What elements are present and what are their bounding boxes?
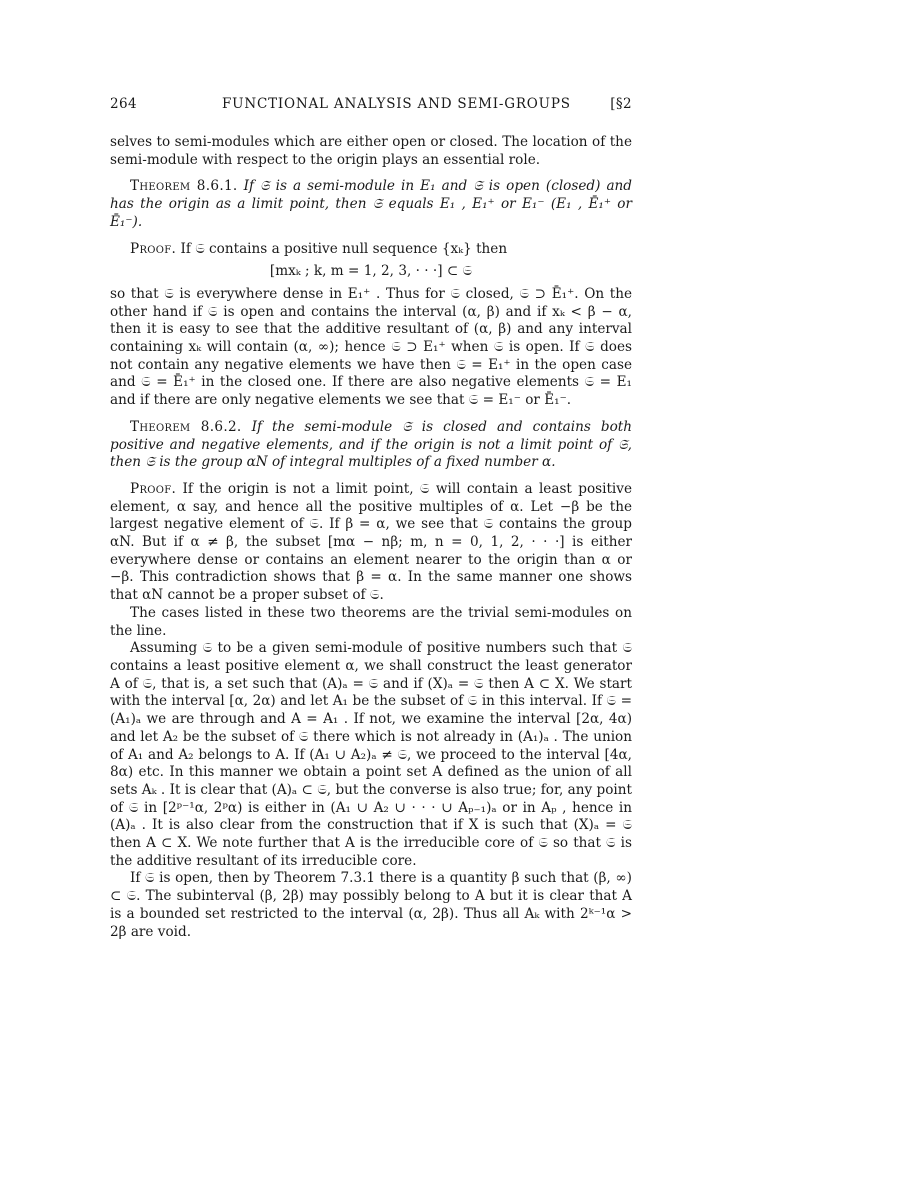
page-number: 264 <box>110 96 137 112</box>
theorem-statement: If the semi-module 𝔖 is closed and contains both positive and negative elements, and if the origin is not a limit point of 𝔖, then 𝔖 is the group αN of integral multiples of a fixed number α. <box>110 418 632 471</box>
assuming-paragraph: Assuming 𝔖 to be a given semi-module of positive numbers such that 𝔖 contains a least positive element α, we shall construct the least generator A of 𝔖, that is, a set such that (A)ₐ = 𝔖 and if (X)ₐ = 𝔖 then A ⊂ X. We start with the interval [α, 2α) and let A₁ be the subset of 𝔖 in this interval. If 𝔖 = (A₁)ₐ we are through and A = A₁ . If not, we examine the interval [2α, 4α) and let A₂ be the subset of 𝔖 there which is not already in (A₁)ₐ . The union of A₁ and A₂ belongs to A. If (A₁ ∪ A₂)ₐ ≠ 𝔖, we proceed to the interval [4α, 8α) etc. In this manner we obtain a point set A defined as the union of all sets Aₖ . It is clear that (A)ₐ ⊂ 𝔖, but the converse is also true; for, any point of 𝔖 in [2ᵖ⁻¹α, 2ᵖα) is either in (A₁ ∪ A₂ ∪ · · · ∪ Aₚ₋₁)ₐ or in Aₚ , hence in (A)ₐ . It is also clear from the construction that if X is such that (X)ₐ = 𝔖 then A ⊂ X. We note further that A is the irreducible core of 𝔖 so that 𝔖 is the additive resultant of its irreducible core. <box>110 640 632 869</box>
book-page <box>110 96 632 941</box>
theorem-8-6-1 <box>110 178 632 231</box>
theorem-statement: If 𝔖 is a semi-module in E₁ and 𝔖 is open (closed) and has the origin as a limit point, then 𝔖 equals E₁ , E₁⁺ or E₁⁻ (E₁ , Ē₁⁺ or Ē₁⁻). <box>110 178 633 230</box>
section-marker: [§2 <box>610 96 632 112</box>
theorem-8-6-2 <box>110 419 632 472</box>
proof-text: If the origin is not a limit point, 𝔖 will contain a least positive element, α say, and hence all the positive multiples of α. Let −β be the largest negative element of 𝔖. If β = α, we see that 𝔖 contains the group αN. But if α ≠ β, the subset [mα − nβ; m, n = 0, 1, 2, · · ·] is either everywhere dense or contains an element nearer to the origin than α or −β. This contradiction shows that β = α. In the same manner one shows that αN cannot be a proper subset of 𝔖. <box>110 480 632 604</box>
theorem-label: Theorem 8.6.1. <box>130 178 238 195</box>
display-formula: [mxₖ ; k, m = 1, 2, 3, · · ·] ⊂ 𝔖 <box>269 263 473 280</box>
proof-2 <box>110 481 632 605</box>
running-title: FUNCTIONAL ANALYSIS AND SEMI-GROUPS <box>222 96 571 112</box>
proof-label: Proof. <box>130 240 177 257</box>
page-body <box>110 134 632 941</box>
theorem-label: Theorem 8.6.2. <box>130 418 242 435</box>
running-header <box>110 96 632 118</box>
trivial-paragraph: The cases listed in these two theorems are the trivial semi-modules on the line. <box>110 604 632 639</box>
proof-1-text: so that 𝔖 is everywhere dense in E₁⁺ . Thus for 𝔖 closed, 𝔖 ⊃ Ē₁⁺. On the other hand if 𝔖 is open and contains the interval (α, β) and if xₖ < β − α, then it is easy to see that the additive resultant of (α, β) and any interval containing xₖ will contain (α, ∞); hence 𝔖 ⊃ E₁⁺ when 𝔖 is open. If 𝔖 does not contain any negative elements we have then 𝔖 = E₁⁺ in the open case and 𝔖 = Ē₁⁺ in the closed one. If there are also negative elements 𝔖 = E₁ and if there are only negative elements we see that 𝔖 = E₁⁻ or Ē₁⁻. <box>110 285 632 409</box>
proof-1-lead <box>110 241 632 259</box>
proof-lead-text: If 𝔖 contains a positive null sequence {xₖ} then <box>180 240 508 257</box>
intro-paragraph: selves to semi-modules which are either open or closed. The location of the semi-module with respect to the origin plays an essential role. <box>110 134 632 168</box>
open-paragraph: If 𝔖 is open, then by Theorem 7.3.1 there is a quantity β such that (β, ∞) ⊂ 𝔖. The subinterval (β, 2β) may possibly belong to A but it is clear that A is a bounded set restricted to the interval (α, 2β). Thus all Aₖ with 2ᵏ⁻¹α > 2β are void. <box>110 870 632 940</box>
proof-label: Proof. <box>130 480 177 497</box>
